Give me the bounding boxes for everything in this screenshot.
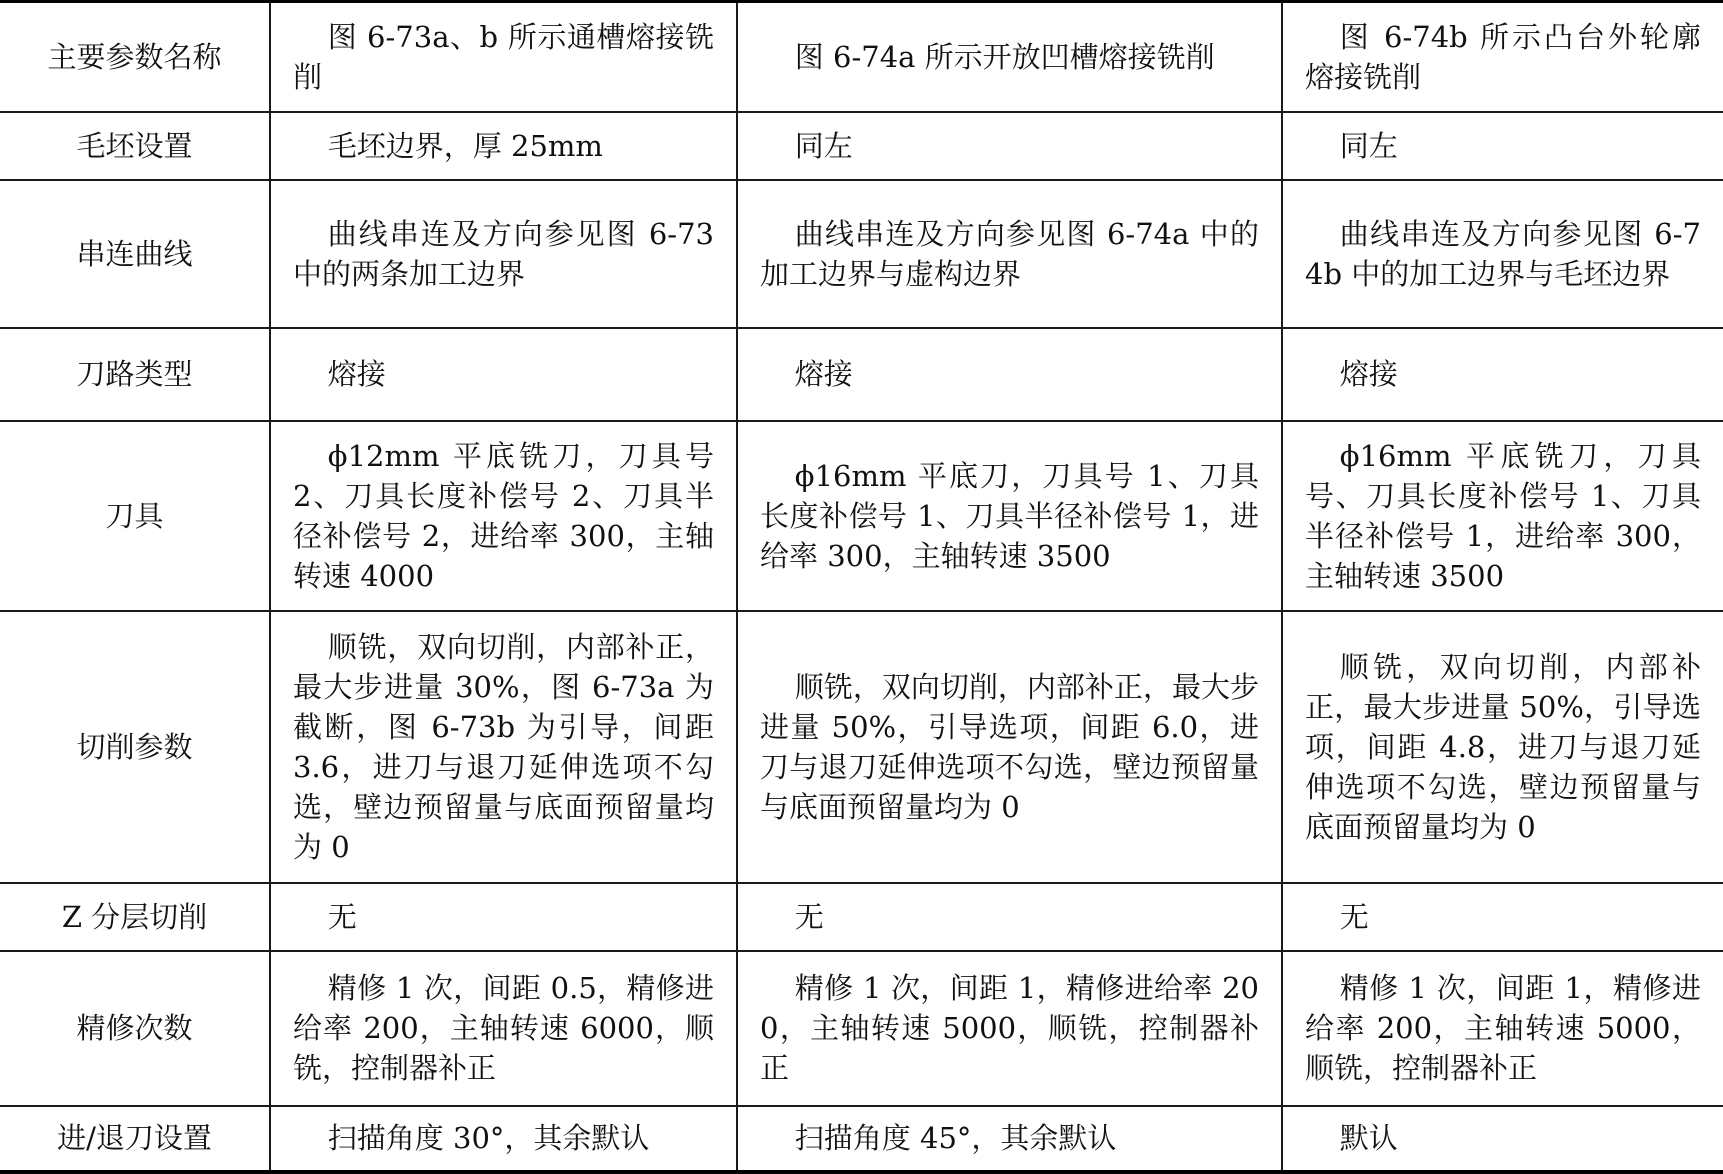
table-cell	[1282, 328, 1723, 421]
table-row	[0, 951, 1723, 1106]
table-row	[0, 112, 1723, 180]
table-cell	[737, 180, 1282, 328]
table-cell	[737, 328, 1282, 421]
cell-text: 曲线串连及方向参见图 6-73 中的两条加工边界	[293, 216, 714, 291]
cell-text: 顺铣，双向切削，内部补正，最大步进量 30%，图 6-73a 为截断，图 6-73b 为引导，间距 3.6，进刀与退刀延伸选项不勾选，壁边预留量与底面预留量均为 0	[293, 629, 714, 864]
cell-text: 图 6-73a、b 所示通槽熔接铣削	[293, 19, 714, 94]
table-cell	[737, 1106, 1282, 1172]
row-label-cell	[0, 421, 270, 611]
cell-text: 顺铣，双向切削，内部补正，最大步进量 50%，引导选项，间距 4.8，进刀与退刀延伸选项不勾选，壁边预留量与底面预留量均为 0	[1305, 649, 1701, 844]
cell-text: 无	[794, 899, 824, 934]
row-label-cell	[0, 1106, 270, 1172]
row-label-cell	[0, 611, 270, 883]
row-label: 精修次数	[76, 1011, 193, 1045]
table-cell	[1282, 883, 1723, 951]
table-cell	[737, 112, 1282, 180]
table-cell	[270, 180, 737, 328]
row-label: 主要参数名称	[47, 39, 222, 74]
row-label-cell	[0, 951, 270, 1106]
table-body	[0, 2, 1723, 1172]
row-label: Z 分层切削	[61, 899, 208, 934]
cell-text: 精修 1 次，间距 1，精修进给率 200，主轴转速 5000，顺铣，控制器补正	[1305, 971, 1701, 1085]
cell-text: 曲线串连及方向参见图 6-74b 中的加工边界与毛坯边界	[1305, 216, 1701, 291]
cell-text: 图 6-74b 所示凸台外轮廓熔接铣削	[1305, 19, 1701, 94]
table-cell	[737, 421, 1282, 611]
row-label-cell	[0, 2, 270, 112]
table-cell	[270, 611, 737, 883]
table-cell	[1282, 112, 1723, 180]
table-cell	[1282, 611, 1723, 883]
cell-text: 扫描角度 45°，其余默认	[794, 1121, 1117, 1155]
table-cell	[737, 611, 1282, 883]
table-cell	[737, 2, 1282, 112]
cell-text: 无	[1339, 899, 1369, 934]
table-cell	[1282, 1106, 1723, 1172]
table-cell	[737, 883, 1282, 951]
cell-text: ϕ16mm 平底铣刀，刀具号、刀具长度补偿号 1、刀具半径补偿号 1，进给率 300，主轴转速 3500	[1305, 438, 1701, 593]
cell-text: 精修 1 次，间距 0.5，精修进给率 200，主轴转速 6000，顺铣，控制器补正	[293, 971, 714, 1085]
table-cell	[270, 1106, 737, 1172]
row-label-cell	[0, 883, 270, 951]
row-label: 串连曲线	[76, 236, 193, 271]
table-cell	[270, 883, 737, 951]
cell-text: ϕ16mm 平底刀，刀具号 1、刀具长度补偿号 1、刀具半径补偿号 1，进给率 300，主轴转速 3500	[760, 458, 1259, 573]
cell-text: 图 6-74a 所示开放凹槽熔接铣削	[794, 39, 1215, 74]
cell-text: 熔接	[794, 357, 853, 391]
table-row	[0, 328, 1723, 421]
row-label: 刀具	[105, 498, 164, 533]
table-cell	[1282, 951, 1723, 1106]
table-cell	[270, 951, 737, 1106]
row-label-cell	[0, 180, 270, 328]
row-label: 切削参数	[76, 729, 193, 764]
table-row	[0, 421, 1723, 611]
cell-text: 同左	[794, 128, 853, 163]
cell-text: 无	[327, 899, 357, 934]
table-row	[0, 180, 1723, 328]
row-label-cell	[0, 112, 270, 180]
row-label-cell	[0, 328, 270, 421]
table-cell	[1282, 421, 1723, 611]
table-cell	[270, 421, 737, 611]
cell-text: 扫描角度 30°，其余默认	[327, 1121, 650, 1155]
table-cell	[1282, 180, 1723, 328]
cell-text: 顺铣，双向切削，内部补正，最大步进量 50%，引导选项，间距 6.0，进刀与退刀延伸选项不勾选，壁边预留量与底面预留量均为 0	[760, 669, 1259, 824]
row-label: 毛坯设置	[76, 128, 193, 163]
table-row	[0, 883, 1723, 951]
cell-text: 熔接	[1339, 357, 1398, 391]
cell-text: 曲线串连及方向参见图 6-74a 中的加工边界与虚构边界	[760, 216, 1259, 291]
table-row	[0, 2, 1723, 112]
table-cell	[1282, 2, 1723, 112]
cell-text: 同左	[1339, 128, 1398, 163]
table-row	[0, 1106, 1723, 1172]
row-label: 进/退刀设置	[57, 1121, 212, 1155]
cell-text: 熔接	[327, 357, 386, 391]
table-cell	[270, 2, 737, 112]
table-cell	[270, 112, 737, 180]
row-label: 刀路类型	[76, 357, 193, 391]
table-cell	[737, 951, 1282, 1106]
cell-text: 毛坯边界，厚 25mm	[327, 128, 603, 163]
table-row	[0, 611, 1723, 883]
table-cell	[270, 328, 737, 421]
cell-text: 精修 1 次，间距 1，精修进给率 200，主轴转速 5000，顺铣，控制器补正	[760, 971, 1259, 1085]
cell-text: ϕ12mm 平底铣刀，刀具号 2、刀具长度补偿号 2、刀具半径补偿号 2，进给率 300，主轴转速 4000	[293, 438, 714, 593]
cell-text: 默认	[1339, 1121, 1398, 1155]
